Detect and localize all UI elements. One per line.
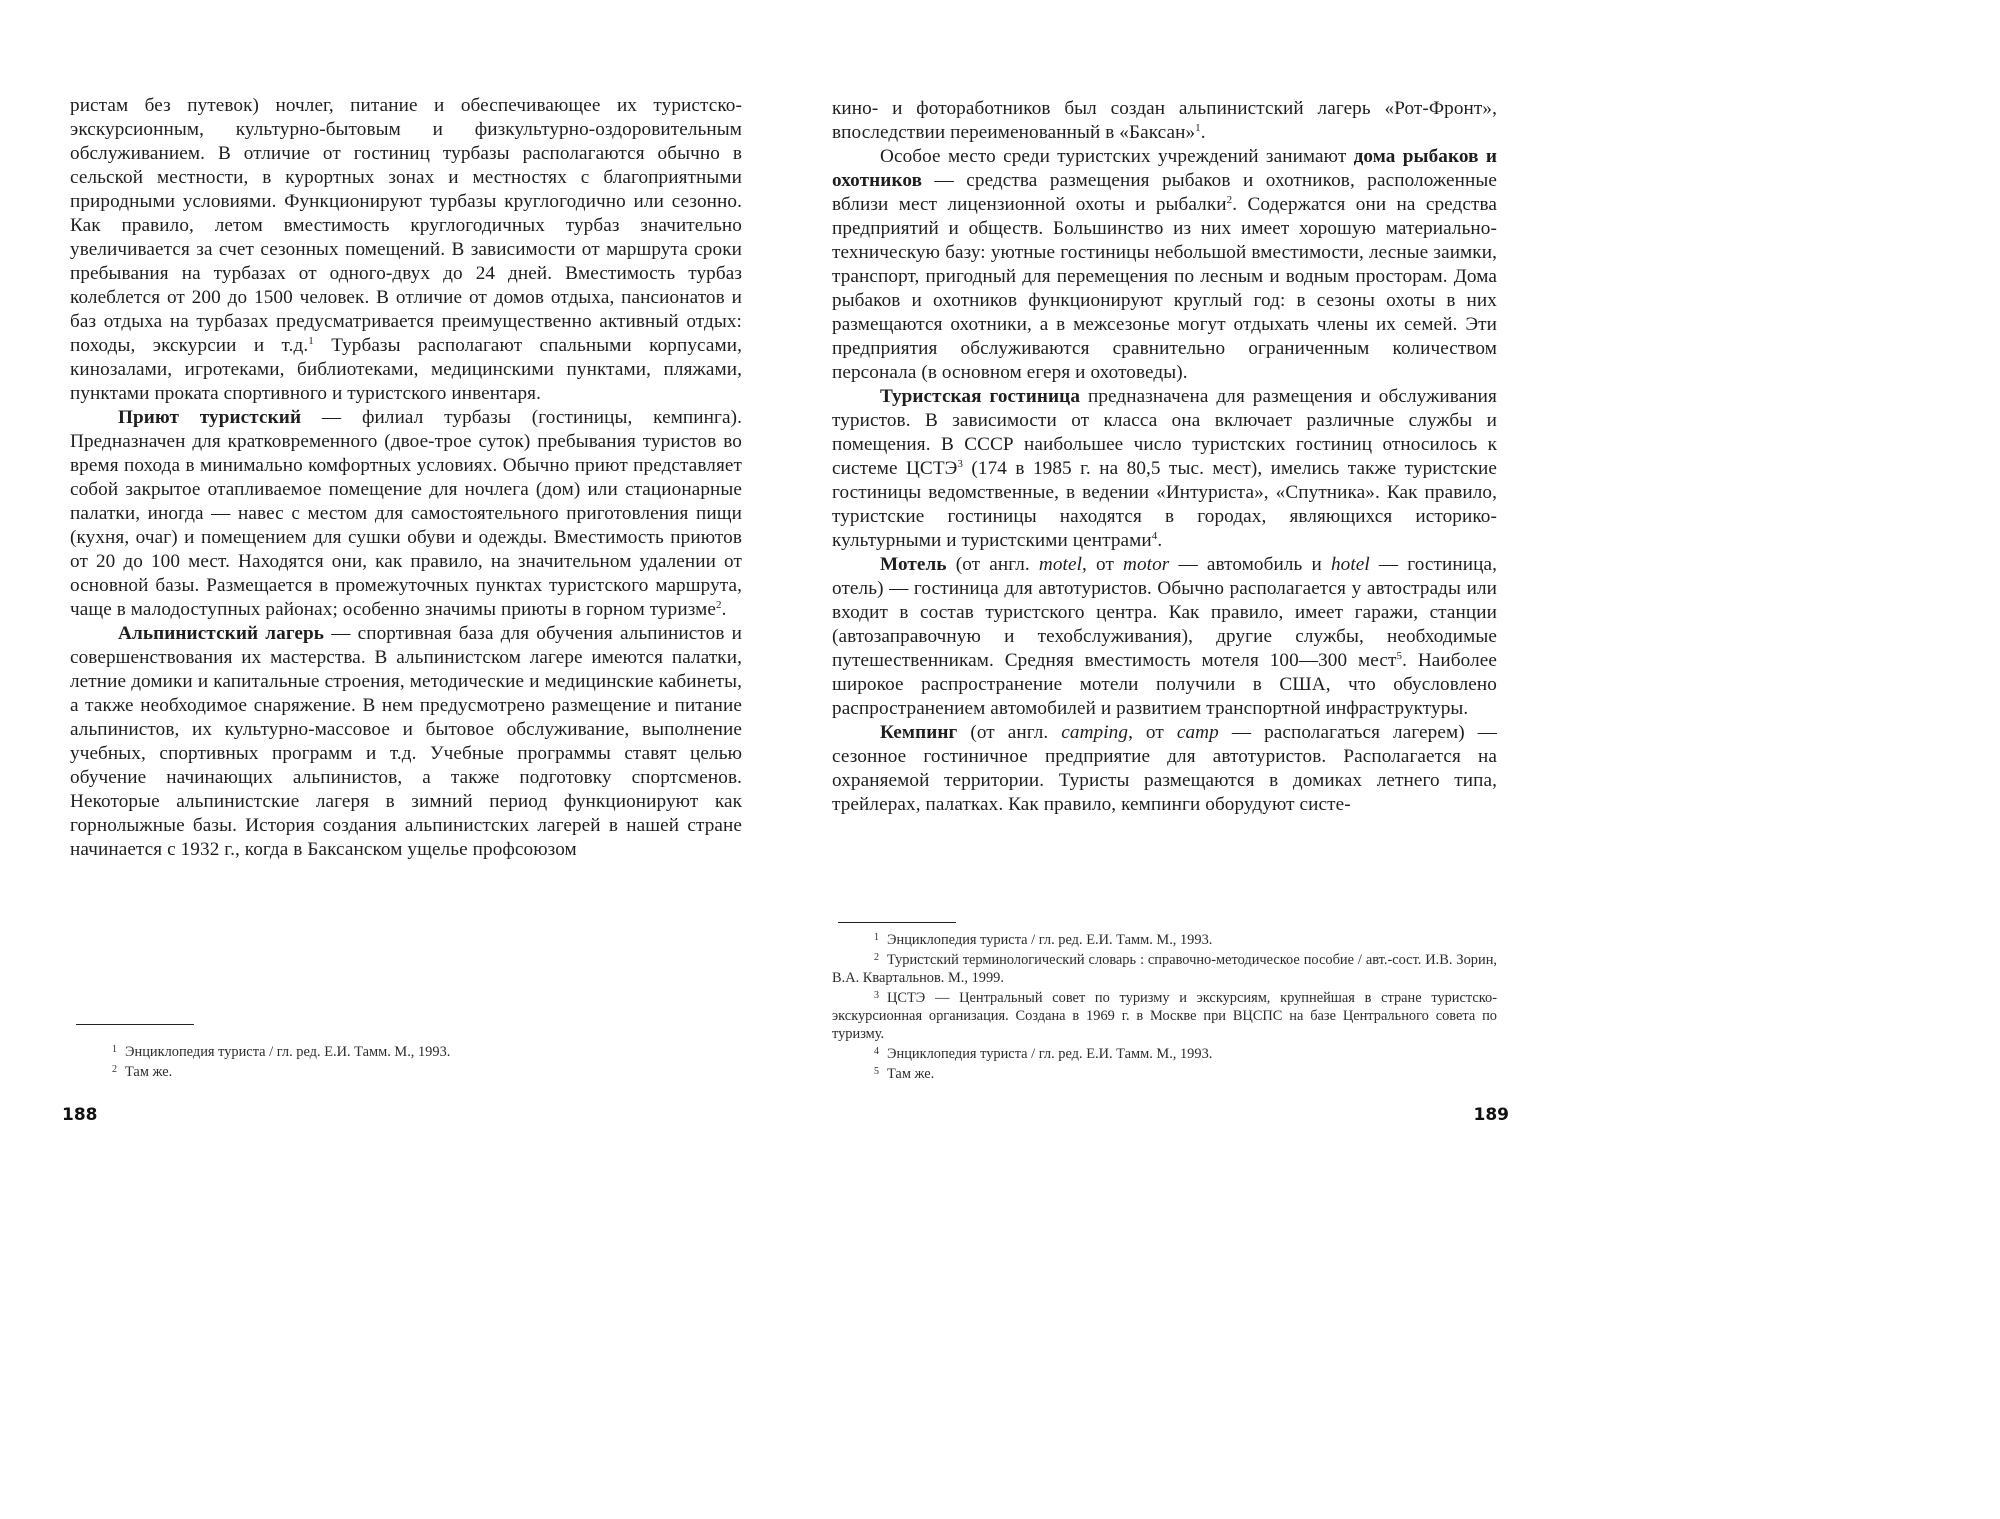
paragraph-alpine-continued: кино- и фоторабoтников был создан альпинистский лагерь «Рот-Фронт», впоследствии переименованный в «Баксан»$^1$. bbox=[832, 98, 1497, 143]
footnote-ref: 1 bbox=[1195, 122, 1201, 134]
term-heading: Мотель bbox=[880, 554, 947, 575]
footnote-ref: 3 bbox=[957, 458, 964, 470]
right-page bbox=[832, 0, 1509, 1190]
left-footnotes bbox=[70, 1041, 742, 1081]
footnote: $^5$ Там же. bbox=[874, 1066, 935, 1082]
paragraph-tourist-hotel: Туристская гостиница предназначена для размещения и обслуживания туристов. В зависимости от класса она включает различные службы и помещения. В СССР наибольшее число туристских гостиниц относилось к системе ЦСТЭ$^3$ (174 в 1985 г. на 80,5 тыс. мест), имелись также туристские гостиницы ведомственные, в ведении «Интуриста», «Спутника». Как правило, туристские гостиницы находятся в городах, являющихся историко-культурными и туристскими центрами$^4$. bbox=[832, 386, 1497, 551]
right-body-text bbox=[832, 97, 1497, 817]
left-page bbox=[62, 0, 743, 1190]
footnote-ref: 1 bbox=[308, 335, 314, 347]
paragraph-text: ристам без путевок) ночлег, питание и обеспечивающее их туристско-экскурсионным, культурно-бытовым и физкультурно-оздоровительным обслуживанием. В отличие от гостиниц турбазы располагаются обычно в сельской местности, в курортных зонах и местностях с благоприятными природными условиями. Функционируют турбазы круглогодично или сезонно. Как правило, летом вместимость круглогодичных турбаз значительно увеличивается за счет сезонных помещений. В зависимости от маршрута сроки пребывания на турбазах от одного-двух до 24 дней. Вместимость турбаз колеблется от 200 до 1500 человек. В отличие от домов отдыха, пансионатов и баз отдыха на турбазах предусматривается преимущественно активный отдых: походы, экскурсии и т.д. bbox=[70, 95, 742, 356]
page-number: 188 bbox=[62, 1105, 98, 1125]
paragraph-fishers-hunters: Особое место среди туристских учреждений занимают дома рыбаков и охотников — средства размещения рыбаков и охотников, расположенные вблизи мест лицензионной охоты и рыбалки$^2$. Содержатся они на средства предприятий и обществ. Большинство из них имеет хорошую материально-техническую базу: уютные гостиницы небольшой вместимости, лесные заимки, транспорт, пригодный для перемещения по лесным и водным просторам. Дома рыбаков и охотников функционируют круглый год: в сезоны охоты в них размещаются охотники, а в межсезонье могут отдыхать члены их семей. Эти предприятия обслуживаются сравнительно ограниченным количеством персонала (в основном егеря и охотоведы). bbox=[832, 146, 1497, 383]
footnote-ref: 5 bbox=[1396, 650, 1403, 662]
paragraph-motel: Мотель (от англ. motel, от motor — автомобиль и hotel — гостиница, отель) — гостиница для автотуристов. Обычно располагается у автострады или входит в состав туристского центра. Как правило, имеет гаражи, станции (автозаправочную и техобслуживания), другие службы, необходимые путешественникам. Средняя вместимость мотеля 100—300 мест$^5$. Наиболее широкое распространение мотели получили в США, что обусловлено распространением автомобилей и развитием транспортной инфраструктуры. bbox=[832, 554, 1498, 719]
footnote-divider bbox=[76, 1024, 194, 1025]
paragraph-text: — спортивная база для обучения альпинистов и совершенствования их мастерства. В альпинистском лагере имеются палатки, летние домики и капитальные строения, методические и медицинские кабинеты, а также необходимое снаряжение. В нем предусмотрено размещение и питание альпинистов, их культурно-массовое и бытовое обслуживание, выполнение учебных, спортивных программ и т.д. Учебные программы ставят целью обучение начинающих альпинистов, а также подготовку спортсменов. Некоторые альпинистские лагеря в зимний период функционируют как горнолыжные базы. История создания альпинистских лагерей в нашей стране начинается с 1932 г., когда в Баксанском ущелье профсоюзом bbox=[70, 623, 742, 860]
paragraph-turbaza-continued bbox=[70, 94, 742, 406]
paragraph-camping: Кемпинг (от англ. camping, от camp — располагаться лагерем) — сезонное гостиничное предприятие для автотуристов. Располагается на охраняемой территории. Туристы размещаются в домиках летнего типа, трейлерах, палатках. Как правило, кемпинги оборудуют систе- bbox=[832, 722, 1497, 815]
left-body-text bbox=[70, 94, 742, 862]
term-heading: Альпинистский лагерь bbox=[118, 623, 325, 644]
footnote-ref: 2 bbox=[716, 599, 722, 611]
term-heading: Приют туристский bbox=[118, 407, 302, 428]
footnote: $^2$ Там же. bbox=[112, 1064, 173, 1080]
page-number: 189 bbox=[1473, 1105, 1509, 1125]
paragraph-text: Турбазы располагают спальными корпусами, кинозалами, игротеками, библиотеками, медицинскими пунктами, пляжами, пунктами проката спортивного и туристского инвентаря. bbox=[70, 335, 742, 404]
footnote: $^2$ Туристский терминологический словарь : справочно-методическое пособие / авт.-сост. И.В. Зорин, В.А. Квартальнов. М., 1999. bbox=[832, 952, 1497, 986]
footnote: $^3$ ЦСТЭ — Центральный совет по туризму и экскурсиям, крупнейшая в стране туристско-экскурсионная организация. Создана в 1969 г. в Москве при ВЦСПС на базе Центрального совета по туризму. bbox=[832, 990, 1497, 1042]
term-heading: Туристская гостиница bbox=[880, 386, 1081, 407]
right-footnotes bbox=[832, 929, 1497, 1083]
footnote-ref: 2 bbox=[1226, 194, 1233, 206]
footnote: $^4$ Энциклопедия туриста / гл. ред. Е.И. Тамм. М., 1993. bbox=[874, 1046, 1213, 1062]
footnote-ref: 4 bbox=[1151, 530, 1158, 542]
footnote: $^1$ Энциклопедия туриста / гл. ред. Е.И. Тамм. М., 1993. bbox=[874, 932, 1213, 948]
term-heading: дома рыбаков и охотников bbox=[832, 146, 1497, 191]
paragraph-alpine-camp bbox=[70, 622, 742, 862]
footnote: $^1$ Энциклопедия туриста / гл. ред. Е.И. Тамм. М., 1993. bbox=[112, 1044, 451, 1060]
paragraph-text: — филиал турбазы (гостиницы, кемпинга). Предназначен для кратковременного (двое-трое суток) пребывания туристов во время похода в минимально комфортных условиях. Обычно приют представляет собой закрытое отапливаемое помещение для ночлега (дом) или стационарные палатки, иногда — навес с местом для самостоятельного приготовления пищи (кухня, очаг) и помещением для сушки обуви и одежды. Вместимость приютов от 20 до 100 мест. Находятся они, как правило, на значительном удалении от основной базы. Размещается в промежуточных пунктах туристского маршрута, чаще в малодоступных районах; особенно значимы приюты в горном туризме bbox=[70, 407, 743, 620]
term-heading: Кемпинг bbox=[880, 722, 958, 743]
footnote-divider bbox=[838, 922, 956, 923]
paragraph-priyut: Приют туристский — филиал турбазы (гостиницы, кемпинга). Предназначен для кратковременного (двое-трое суток) пребывания туристов во время похода в минимально комфортных условиях. Обычно приют представляет собой закрытое отапливаемое помещение для ночлега (дом) или стационарные палатки, иногда — навес с местом для самостоятельного приготовления пищи (кухня, очаг) и помещением для сушки обуви и одежды. Вместимость приютов от 20 до 100 мест. Находятся они, как правило, на значительном удалении от основной базы. Размещается в промежуточных пунктах туристского маршрута, чаще в малодоступных районах; особенно значимы приюты в горном туризме$^2$. bbox=[70, 407, 743, 620]
